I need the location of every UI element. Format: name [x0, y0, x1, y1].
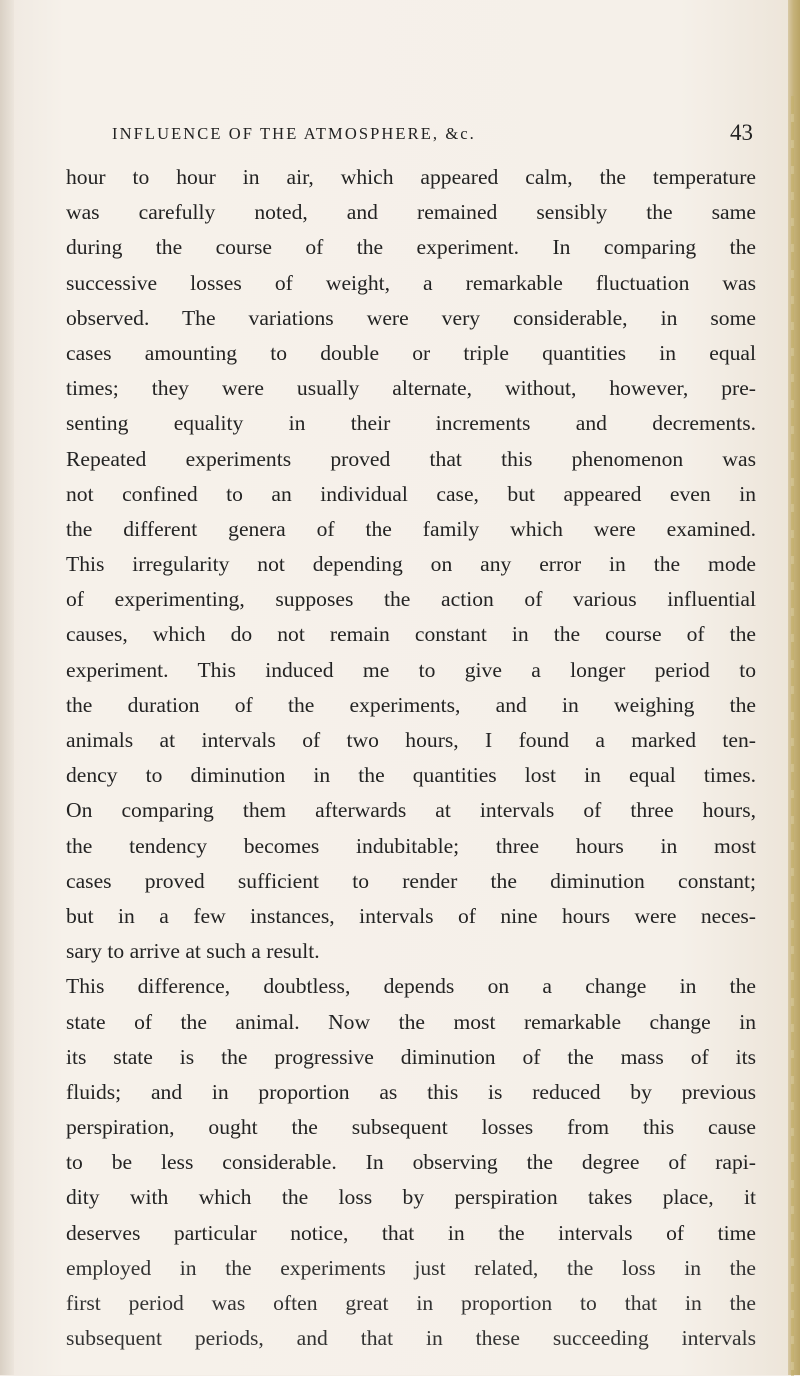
text-line: hour to hour in air, which appeared calm, the temperature: [66, 165, 756, 189]
text-line: cases amounting to double or triple quantities in equal: [66, 340, 756, 365]
text-line: employed in the experiments just related, the loss in the: [66, 1255, 756, 1280]
page-left-edge: [0, 0, 14, 1375]
text-line: but in a few instances, intervals of nine hours were neces-: [66, 903, 756, 928]
text-line: first period was often great in proportion to that in the: [66, 1291, 756, 1315]
page-number: 43: [730, 120, 753, 145]
text-line: causes, which do not remain constant in the course of the: [66, 622, 756, 647]
text-line: perspiration, ought the subsequent losses from this cause: [66, 1115, 756, 1140]
running-head: INFLUENCE OF THE ATMOSPHERE, &c.: [112, 124, 476, 143]
text-line: not confined to an individual case, but appeared even in: [66, 481, 756, 506]
text-line: dency to diminution in the quantities lost in equal times.: [66, 763, 756, 788]
text-line: the tendency becomes indubitable; three hours in most: [66, 833, 756, 858]
text-line: to be less considerable. In observing the degree of rapi-: [66, 1150, 756, 1175]
text-line: experiment. This induced me to give a longer period to: [66, 657, 756, 682]
text-line: successive losses of weight, a remarkable fluctuation was: [66, 270, 756, 295]
text-line: observed. The variations were very considerable, in some: [66, 305, 756, 330]
page-right-edge: [788, 0, 800, 1375]
text-line: This irregularity not depending on any error in the mode: [66, 552, 756, 577]
text-line: deserves particular notice, that in the intervals of time: [66, 1220, 756, 1245]
text-line: animals at intervals of two hours, I found a marked ten-: [66, 728, 756, 752]
text-line: state of the animal. Now the most remarkable change in: [66, 1009, 756, 1034]
text-line: senting equality in their increments and decrements.: [66, 411, 756, 436]
text-line: during the course of the experiment. In comparing the: [66, 235, 756, 260]
text-line: of experimenting, supposes the action of various influential: [66, 587, 756, 612]
text-line: Repeated experiments proved that this phenomenon was: [66, 446, 756, 471]
text-line: was carefully noted, and remained sensibly the same: [66, 200, 756, 225]
page-edge-texture: [791, 96, 794, 1376]
text-line: the different genera of the family which were examined.: [66, 516, 756, 541]
text-line: its state is the progressive diminution of the mass of its: [66, 1044, 756, 1069]
text-line: subsequent periods, and that in these succeeding intervals: [66, 1326, 756, 1351]
text-line: sary to arrive at such a result.: [66, 939, 320, 964]
page-header: [68, 120, 753, 148]
paragraph-start-line: This difference, doubtless, depends on a change in the: [66, 974, 756, 999]
text-line: dity with which the loss by perspiration takes place, it: [66, 1185, 756, 1210]
body-text: [66, 160, 756, 1356]
text-line: fluids; and in proportion as this is reduced by previous: [66, 1079, 756, 1104]
text-line: the duration of the experiments, and in weighing the: [66, 692, 756, 717]
text-line: cases proved sufficient to render the diminution constant;: [66, 868, 756, 893]
text-line: On comparing them afterwards at intervals of three hours,: [66, 798, 756, 823]
text-line: times; they were usually alternate, without, however, pre-: [66, 376, 756, 401]
